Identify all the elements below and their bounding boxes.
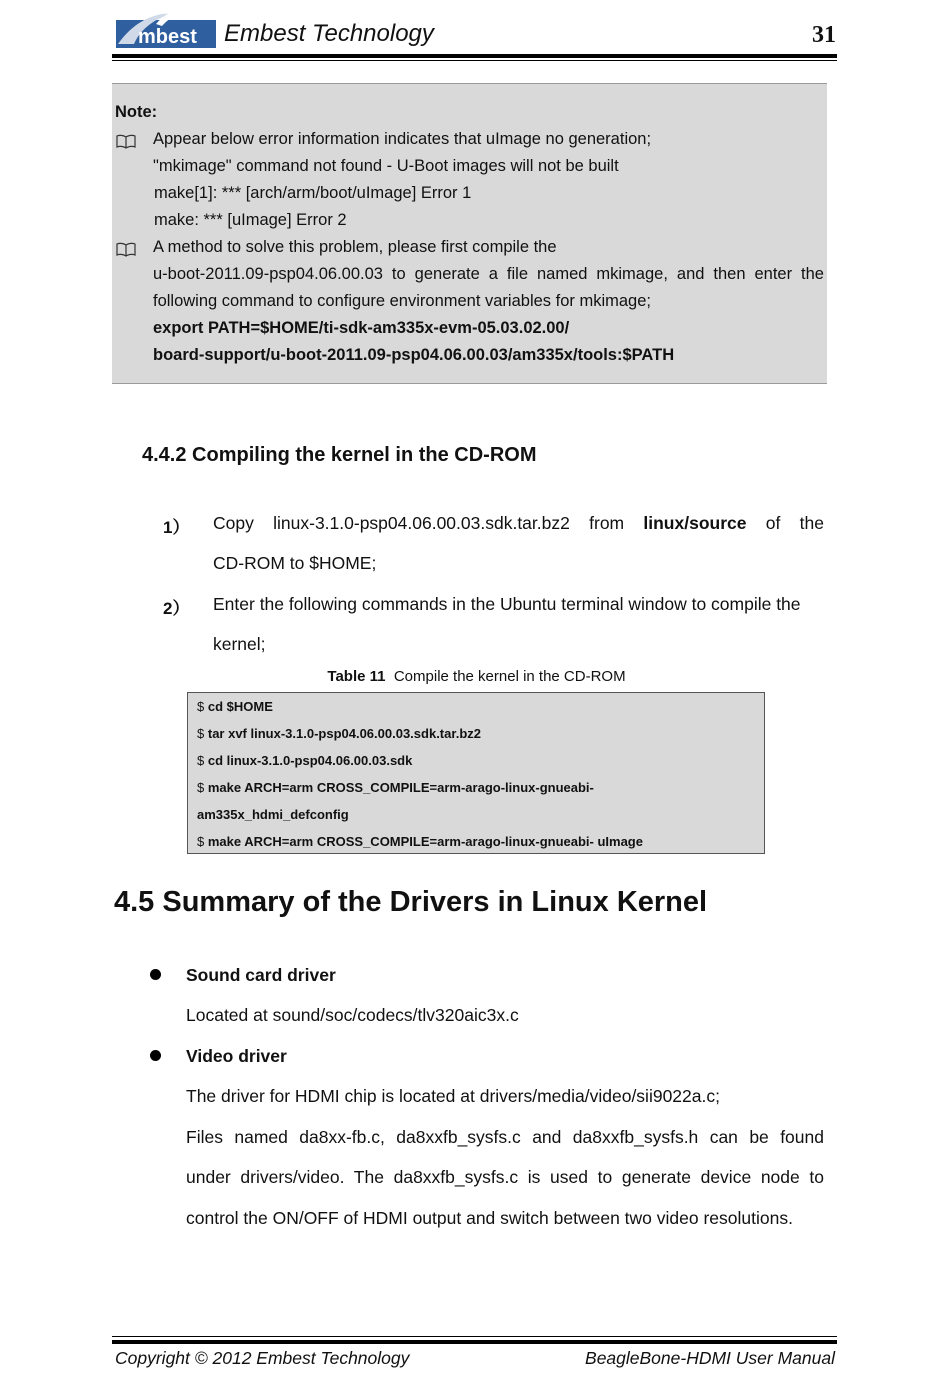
- footer-manual-title: BeagleBone-HDMI User Manual: [585, 1348, 835, 1368]
- sound-driver-text: Located at sound/soc/codecs/tlv320aic3x.c: [186, 1005, 519, 1025]
- note-line-8: export PATH=$HOME/ti-sdk-am335x-evm-05.03.02.00/: [153, 319, 570, 337]
- footer-rule-thick: [112, 1340, 837, 1344]
- step-number-1: 1）: [163, 518, 190, 537]
- step-1-word: the: [799, 513, 824, 533]
- book-icon: [116, 134, 136, 150]
- step-1-line-1: [213, 513, 824, 534]
- video-driver-line-4: control the ON/OFF of HDMI output and switch between two video resolutions.: [186, 1208, 793, 1228]
- step-2-line-2: kernel;: [213, 634, 266, 654]
- code-line: $ cd $HOME: [197, 699, 273, 714]
- code-line: am335x_hdmi_defconfig: [197, 807, 349, 822]
- step-1-word: of: [765, 513, 781, 533]
- step-1-line-2: CD-ROM to $HOME;: [213, 553, 377, 573]
- bullet-icon: [150, 969, 161, 980]
- bullet-icon: [150, 1050, 161, 1061]
- step-1-word: Copy: [213, 513, 254, 533]
- step-1-filename: linux-3.1.0-psp04.06.00.03.sdk.tar.bz2: [273, 513, 570, 533]
- video-driver-line-2: Files named da8xx-fb.c, da8xxfb_sysfs.c and da8xxfb_sysfs.h can be found: [186, 1127, 824, 1147]
- section-heading-4-4-2: 4.4.2 Compiling the kernel in the CD-ROM: [142, 444, 537, 466]
- step-number-2: 2）: [163, 599, 190, 618]
- video-driver-line-1: The driver for HDMI chip is located at drivers/media/video/sii9022a.c;: [186, 1086, 720, 1106]
- company-name: Embest Technology: [224, 20, 434, 47]
- note-line-7: following command to configure environment variables for mkimage;: [153, 292, 651, 310]
- note-line-2: "mkimage" command not found - U-Boot images will not be built: [153, 157, 619, 175]
- footer-copyright: Copyright © 2012 Embest Technology: [115, 1348, 410, 1368]
- table-caption-text: Compile the kernel in the CD-ROM: [393, 668, 626, 685]
- note-line-9: board-support/u-boot-2011.09-psp04.06.00.03/am335x/tools:$PATH: [153, 346, 675, 364]
- video-driver-title: Video driver: [186, 1046, 287, 1066]
- header-rule-thin: [112, 60, 837, 61]
- logo-text: mbest: [138, 26, 197, 48]
- book-icon: [116, 242, 136, 258]
- note-line-4: make: *** [uImage] Error 2: [154, 211, 347, 229]
- step-2-line-1: Enter the following commands in the Ubuntu terminal window to compile the: [213, 594, 801, 614]
- code-line: $ cd linux-3.1.0-psp04.06.00.03.sdk: [197, 753, 413, 768]
- note-line-3: make[1]: *** [arch/arm/boot/uImage] Error 1: [154, 184, 472, 202]
- code-line: $ make ARCH=arm CROSS_COMPILE=arm-arago-linux-gnueabi-: [197, 780, 594, 795]
- video-driver-line-3: under drivers/video. The da8xxfb_sysfs.c is used to generate device node to: [186, 1167, 824, 1187]
- step-1-path: linux/source: [643, 513, 747, 533]
- note-line-1: Appear below error information indicates that uImage no generation;: [153, 130, 652, 148]
- note-box: [112, 83, 827, 384]
- note-label: Note:: [115, 103, 158, 121]
- note-line-5: A method to solve this problem, please first compile the: [153, 238, 557, 256]
- section-heading-4-5: 4.5 Summary of the Drivers in Linux Kernel: [114, 886, 708, 918]
- header-rule-thick: [112, 54, 837, 58]
- code-line: $ make ARCH=arm CROSS_COMPILE=arm-arago-linux-gnueabi- uImage: [197, 834, 643, 849]
- table-caption: [188, 668, 765, 685]
- footer-rule-thin: [112, 1336, 837, 1337]
- code-line: $ tar xvf linux-3.1.0-psp04.06.00.03.sdk.tar.bz2: [197, 726, 481, 741]
- embest-logo: [116, 10, 216, 50]
- note-line-6: u-boot-2011.09-psp04.06.00.03 to generate a file named mkimage, and then enter the: [153, 265, 824, 283]
- step-1-word: from: [589, 513, 625, 533]
- page-number: 31: [812, 22, 836, 48]
- table-caption-label: Table 11: [327, 668, 386, 685]
- sound-driver-title: Sound card driver: [186, 965, 336, 985]
- code-block: [187, 692, 765, 854]
